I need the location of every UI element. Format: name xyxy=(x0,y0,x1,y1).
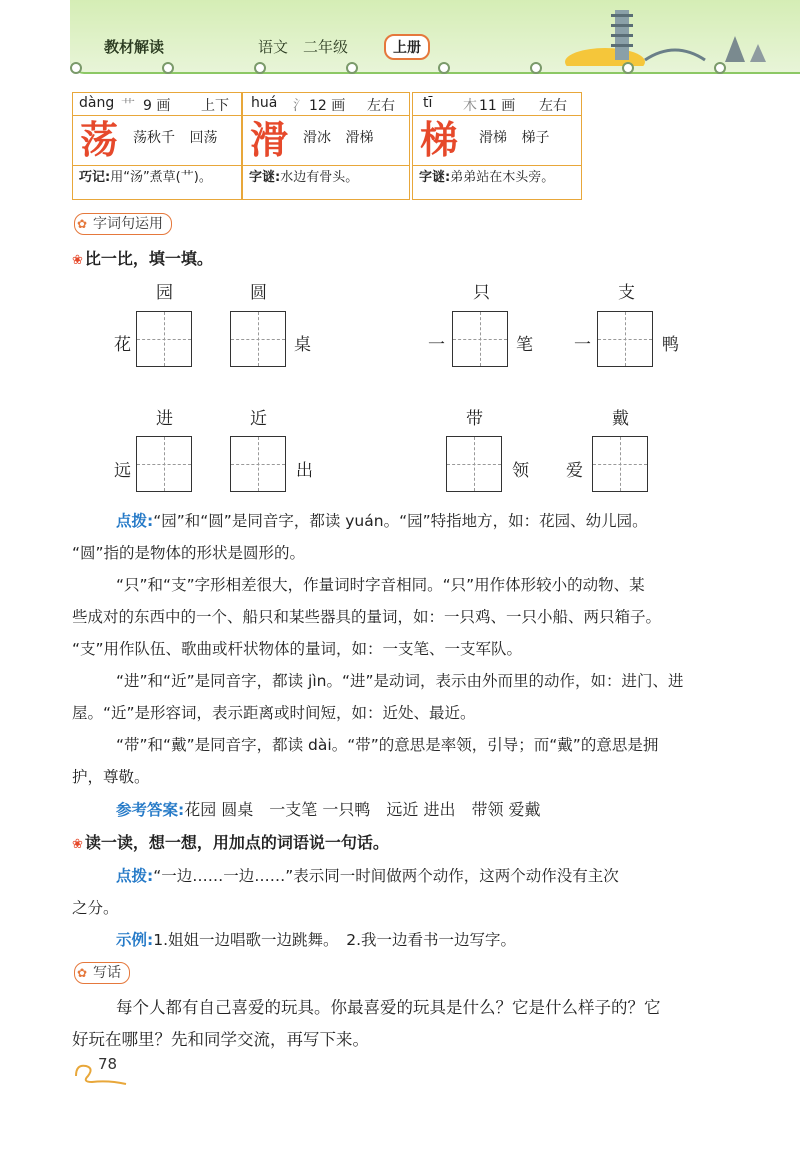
exercise2-tip: 点拨:“一边……一边……”表示同一时间做两个动作，这两个动作没有主次 之分。 xyxy=(72,867,619,917)
reference-answer: 参考答案:花园 圆桌 一支笔 一只鸭 远近 进出 带领 爱戴 xyxy=(116,800,541,819)
side-char: 桌 xyxy=(294,335,311,355)
side-char: 花 xyxy=(114,335,131,355)
section-tag-writing: ✿ 写话 xyxy=(74,962,130,984)
explanation-homophone-yuan: 点拨:“园”和“圆”是同音字，都读 yuán。“园”特指地方，如：花园、幼儿园。 “圆”指的是物体的形状是圆形的。 xyxy=(72,512,648,562)
hint-char: 进 xyxy=(156,409,173,429)
pinyin: huá xyxy=(251,95,278,111)
explanation-homophone-jin: “进”和“近”是同音字，都读 jìn。“进”是动词，表示由外而里的动作，如：进门、进 屋。“近”是形容词，表示距离或时间短，如：近处、最近。 xyxy=(72,672,684,722)
pagoda-landscape-illustration xyxy=(525,0,795,66)
tianzi-grid-answer-box[interactable] xyxy=(136,436,192,492)
side-char: 出 xyxy=(296,461,313,481)
volume-badge: 上册 xyxy=(384,34,430,60)
char-card-dang xyxy=(72,92,242,200)
explanation-measure-word: “只”和“支”字形相差很大，作量词时字音相同。“只”用作体形较小的动物、某 些成对的东西中的一个、船只和某些器具的量词，如：一只鸡、一只小船、两只箱子。 “支”用作队伍、歌曲或杆状物体的量词，如：一支笔、一支军队。 xyxy=(72,576,662,658)
exercise-make-sentence: ❀ 读一读，想一想，用加点的词语说一句话。 xyxy=(72,833,389,852)
hint-char: 只 xyxy=(473,283,490,303)
flower-bullet-icon: ❀ xyxy=(72,837,83,852)
tianzi-grid-answer-box[interactable] xyxy=(597,311,653,367)
radical: 艹 xyxy=(121,98,135,114)
example-sentences: 示例:1.姐姐一边唱歌一边跳舞。 2.我一边看书一边写字。 xyxy=(116,931,517,949)
side-char: 笔 xyxy=(516,335,533,355)
tianzi-grid-answer-box[interactable] xyxy=(446,436,502,492)
side-char: 远 xyxy=(114,461,131,481)
pinyin: dàng xyxy=(79,95,115,111)
binding-rings xyxy=(70,62,800,74)
riddle-tip: 字谜:水边有骨头。 xyxy=(249,170,359,185)
exercise-compare-fill: ❀ 比一比，填一填。 xyxy=(72,249,213,268)
hint-char: 戴 xyxy=(612,409,629,429)
hint-char: 近 xyxy=(250,409,267,429)
tianzi-grid-answer-box[interactable] xyxy=(230,436,286,492)
explanation-homophone-dai: “带”和“戴”是同音字，都读 dài。“带”的意思是率领，引导；而“戴”的意思是拥 护，尊敬。 xyxy=(72,736,659,786)
hint-char: 圆 xyxy=(250,283,267,303)
structure: 上下 xyxy=(201,98,229,114)
memory-tip: 巧记:用“汤”煮草(艹)。 xyxy=(79,170,212,185)
example-words: 滑冰 滑梯 xyxy=(303,130,374,146)
big-character: 梯 xyxy=(419,117,458,162)
example-words: 荡秋千 回荡 xyxy=(133,130,218,146)
riddle-tip: 字谜:弟弟站在木头旁。 xyxy=(419,170,555,185)
tianzi-grid-answer-box[interactable] xyxy=(452,311,508,367)
flower-bullet-icon: ❀ xyxy=(72,253,83,268)
hint-char: 园 xyxy=(156,283,173,303)
structure: 左右 xyxy=(539,98,567,114)
tianzi-grid-answer-box[interactable] xyxy=(230,311,286,367)
example-words: 滑梯 梯子 xyxy=(479,130,550,146)
stroke-count: 9 画 xyxy=(143,98,171,114)
structure: 左右 xyxy=(367,98,395,114)
hint-char: 带 xyxy=(466,409,483,429)
side-char: 领 xyxy=(512,461,529,481)
tianzi-grid-answer-box[interactable] xyxy=(136,311,192,367)
radical: 木 xyxy=(463,98,477,114)
radical: 氵 xyxy=(293,98,307,114)
section-tag-word-usage: ✿ 字词句运用 xyxy=(74,213,172,235)
side-char: 爱 xyxy=(566,461,583,481)
page-number: 78 xyxy=(98,1055,118,1073)
tianzi-grid-answer-box[interactable] xyxy=(592,436,648,492)
big-character: 荡 xyxy=(79,117,118,162)
writing-prompt: 每个人都有自己喜爱的玩具。你最喜爱的玩具是什么？它是什么样子的？它 好玩在哪里？先和同学交流，再写下来。 xyxy=(72,998,661,1049)
book-label: 教材解读 xyxy=(104,38,165,56)
side-char: 一 xyxy=(428,335,445,355)
big-character: 滑 xyxy=(249,117,288,162)
stroke-count: 11 画 xyxy=(479,98,516,114)
subject-grade-label: 语文 二年级 xyxy=(258,38,349,56)
page-header xyxy=(70,0,800,74)
pinyin: tī xyxy=(423,95,433,111)
char-card-ti xyxy=(412,92,582,200)
char-card-hua xyxy=(242,92,410,200)
side-char: 鸭 xyxy=(662,335,679,355)
stroke-count: 12 画 xyxy=(309,98,346,114)
hint-char: 支 xyxy=(618,283,635,303)
side-char: 一 xyxy=(574,335,591,355)
